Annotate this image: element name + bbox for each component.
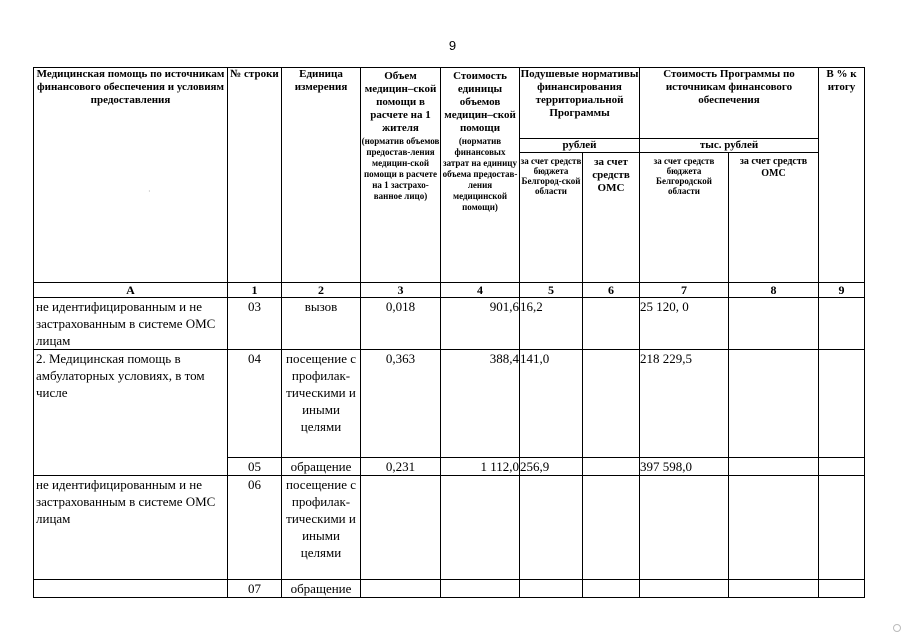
header-row bbox=[34, 68, 865, 139]
table-row bbox=[34, 476, 865, 580]
row-line-number: 03 bbox=[228, 298, 282, 350]
row-col-5 bbox=[520, 580, 583, 598]
header-col-6: за счет средств ОМС bbox=[583, 153, 640, 283]
table-row bbox=[34, 298, 865, 350]
row-unit: посещение с профилак-тическими и иными целями bbox=[282, 350, 361, 458]
row-col-5 bbox=[520, 476, 583, 580]
row-name bbox=[34, 580, 228, 598]
row-col-9 bbox=[819, 298, 865, 350]
row-col-3: 0,018 bbox=[361, 298, 441, 350]
row-col-9 bbox=[819, 476, 865, 580]
header-col-2: Единица измерения bbox=[282, 68, 361, 283]
header-per-capita: Подушевые нормативы финансирования территориальной Программы bbox=[520, 68, 640, 139]
row-name: не идентифицированным и не застрахованным в системе ОМС лицам bbox=[34, 476, 228, 580]
row-col-9 bbox=[819, 350, 865, 458]
colnum-6: 6 bbox=[583, 283, 640, 298]
colnum-4: 4 bbox=[441, 283, 520, 298]
row-col-6 bbox=[583, 458, 640, 476]
row-col-3: 0,363 bbox=[361, 350, 441, 458]
row-name: не идентифицированным и не застрахованным в системе ОМС лицам bbox=[34, 298, 228, 350]
header-col-8: за счет средств ОМС bbox=[729, 153, 819, 283]
row-col-6 bbox=[583, 580, 640, 598]
row-col-9 bbox=[819, 458, 865, 476]
column-numbers-row bbox=[34, 283, 865, 298]
row-col-3 bbox=[361, 580, 441, 598]
row-line-number: 04 bbox=[228, 350, 282, 458]
header-program-cost: Стоимость Программы по источникам финансового обеспечения bbox=[640, 68, 819, 139]
header-col-3-sub: (норматив объемов предостав-ления медицин-ской помощи в расчете на 1 застрахо-ванное лицо) bbox=[361, 136, 440, 201]
scan-speck: · bbox=[148, 187, 151, 196]
row-col-4 bbox=[441, 580, 520, 598]
row-col-7 bbox=[640, 476, 729, 580]
row-col-8 bbox=[729, 458, 819, 476]
row-col-8 bbox=[729, 580, 819, 598]
colnum-9: 9 bbox=[819, 283, 865, 298]
colnum-8: 8 bbox=[729, 283, 819, 298]
colnum-3: 3 bbox=[361, 283, 441, 298]
row-col-8 bbox=[729, 476, 819, 580]
header-col-3-main: Объем медицин–ской помощи в расчете на 1 жителя bbox=[364, 70, 437, 134]
header-col-7: за счет средств бюджета Белгородской области bbox=[640, 153, 729, 283]
header-col-4-sub: (норматив финансовых затрат на единицу объема предостав-ления медицинской помощи) bbox=[442, 136, 518, 212]
header-col-9: В % к итогу bbox=[819, 68, 865, 283]
row-unit: обращение bbox=[282, 458, 361, 476]
row-col-6 bbox=[583, 476, 640, 580]
header-col-3 bbox=[361, 68, 441, 283]
header-col-a: Медицинская помощь по источникам финансового обеспечения и условиям предоставления bbox=[34, 68, 228, 283]
header-col-4-main: Стоимость единицы объемов медицин–ской помощи bbox=[444, 70, 516, 134]
row-col-5: 141,0 bbox=[520, 350, 583, 458]
financing-table bbox=[33, 67, 865, 598]
scan-mark bbox=[893, 624, 901, 632]
colnum-5: 5 bbox=[520, 283, 583, 298]
colnum-1: 1 bbox=[228, 283, 282, 298]
row-name: 2. Медицинская помощь в амбулаторных условиях, в том числе bbox=[34, 350, 228, 476]
row-col-9 bbox=[819, 580, 865, 598]
header-col-4 bbox=[441, 68, 520, 283]
row-col-7: 397 598,0 bbox=[640, 458, 729, 476]
row-col-4: 388,4 bbox=[441, 350, 520, 458]
header-unit-thousand-rubles: тыс. рублей bbox=[640, 139, 819, 153]
header-unit-rubles: рублей bbox=[520, 139, 640, 153]
row-unit: обращение bbox=[282, 580, 361, 598]
row-col-3: 0,231 bbox=[361, 458, 441, 476]
colnum-a: А bbox=[34, 283, 228, 298]
row-unit: вызов bbox=[282, 298, 361, 350]
table-row bbox=[34, 580, 865, 598]
row-col-4: 1 112,0 bbox=[441, 458, 520, 476]
row-unit: посещение с профилак-тическими и иными целями bbox=[282, 476, 361, 580]
page-number: 9 bbox=[448, 38, 457, 53]
colnum-2: 2 bbox=[282, 283, 361, 298]
row-col-6 bbox=[583, 350, 640, 458]
header-col-5: за счет средств бюджета Белгород-ской области bbox=[520, 153, 583, 283]
row-col-7: 218 229,5 bbox=[640, 350, 729, 458]
row-col-6 bbox=[583, 298, 640, 350]
row-col-7 bbox=[640, 580, 729, 598]
header-col-1: № строки bbox=[228, 68, 282, 283]
row-col-4 bbox=[441, 476, 520, 580]
row-col-3 bbox=[361, 476, 441, 580]
row-col-7: 25 120, 0 bbox=[640, 298, 729, 350]
row-col-8 bbox=[729, 350, 819, 458]
table-row bbox=[34, 350, 865, 458]
row-line-number: 07 bbox=[228, 580, 282, 598]
colnum-7: 7 bbox=[640, 283, 729, 298]
row-col-8 bbox=[729, 298, 819, 350]
row-col-5: 16,2 bbox=[520, 298, 583, 350]
row-col-5: 256,9 bbox=[520, 458, 583, 476]
row-line-number: 05 bbox=[228, 458, 282, 476]
row-line-number: 06 bbox=[228, 476, 282, 580]
row-col-4: 901,6 bbox=[441, 298, 520, 350]
